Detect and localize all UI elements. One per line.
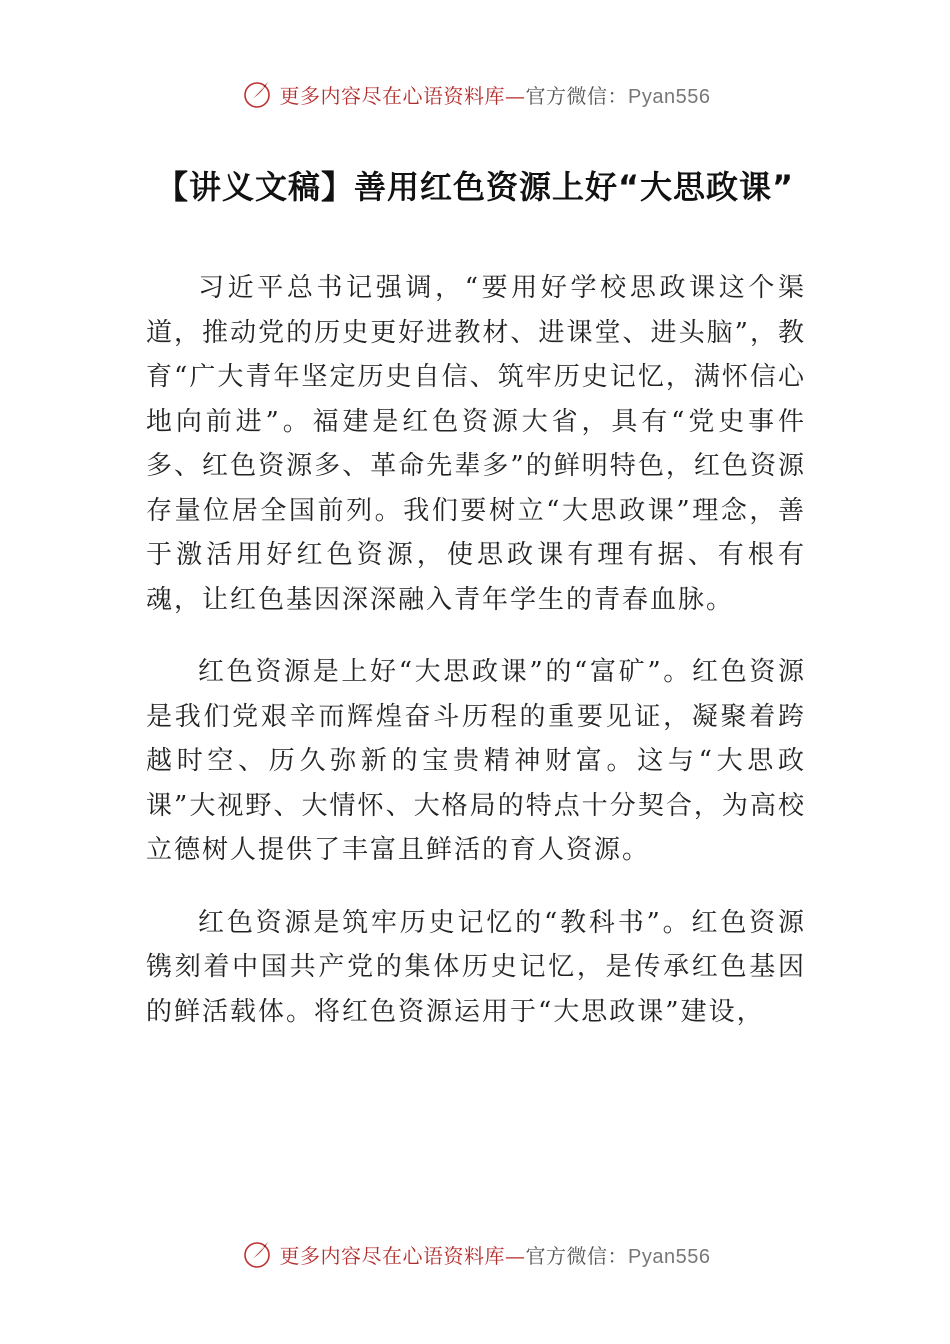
banner-text [280,1240,711,1269]
paragraph-3: 红色资源是筑牢历史记忆的“教科书”。红色资源镌刻着中国共产党的集体历史记忆，是传承红色基因的鲜活载体。将红色资源运用于“大思政课”建设， [146,907,806,1027]
paragraph-2: 红色资源是上好“大思政课”的“富矿”。红色资源是我们党艰辛而辉煌奋斗历程的重要见证，凝聚着跨越时空、历久弥新的宝贵精神财富。这与“大思政课”大视野、大情怀、大格局的特点十分契合，为高校立德树人提供了丰富且鲜活的育人资源。 [146,657,806,865]
banner-wechat-label: 官方微信： [525,83,629,108]
banner-text [280,80,711,109]
document-title: 【讲义文稿】善用红色资源上好“大思政课” [155,168,795,206]
banner-wechat-id: Pyan556 [628,1245,711,1268]
paragraph-1: 习近平总书记强调，“要用好学校思政课这个渠道，推动党的历史更好进教材、进课堂、进头脑”，教育“广大青年坚定历史自信、筑牢历史记忆，满怀信心地向前进”。福建是红色资源大省，具有“党史事件多、红色资源多、革命先辈多”的鲜明特色，红色资源存量位居全国前列。我们要树立“大思政课”理念，善于激活用好红色资源，使思政课有理有据、有根有魂，让红色基因深深融入青年学生的青春血脉。 [146,273,806,615]
quill-logo-icon [240,1237,274,1271]
banner-separator: — [505,83,526,108]
banner-slogan: 更多内容尽在心语资料库 [279,1243,506,1268]
banner-separator: — [505,1243,526,1268]
page-header-banner [0,74,950,114]
banner-wechat-id: Pyan556 [628,85,711,108]
page-footer-banner [0,1234,950,1274]
banner-wechat-label: 官方微信： [525,1243,629,1268]
quill-logo-icon [240,77,274,111]
document-body [146,266,806,1062]
banner-slogan: 更多内容尽在心语资料库 [279,83,506,108]
